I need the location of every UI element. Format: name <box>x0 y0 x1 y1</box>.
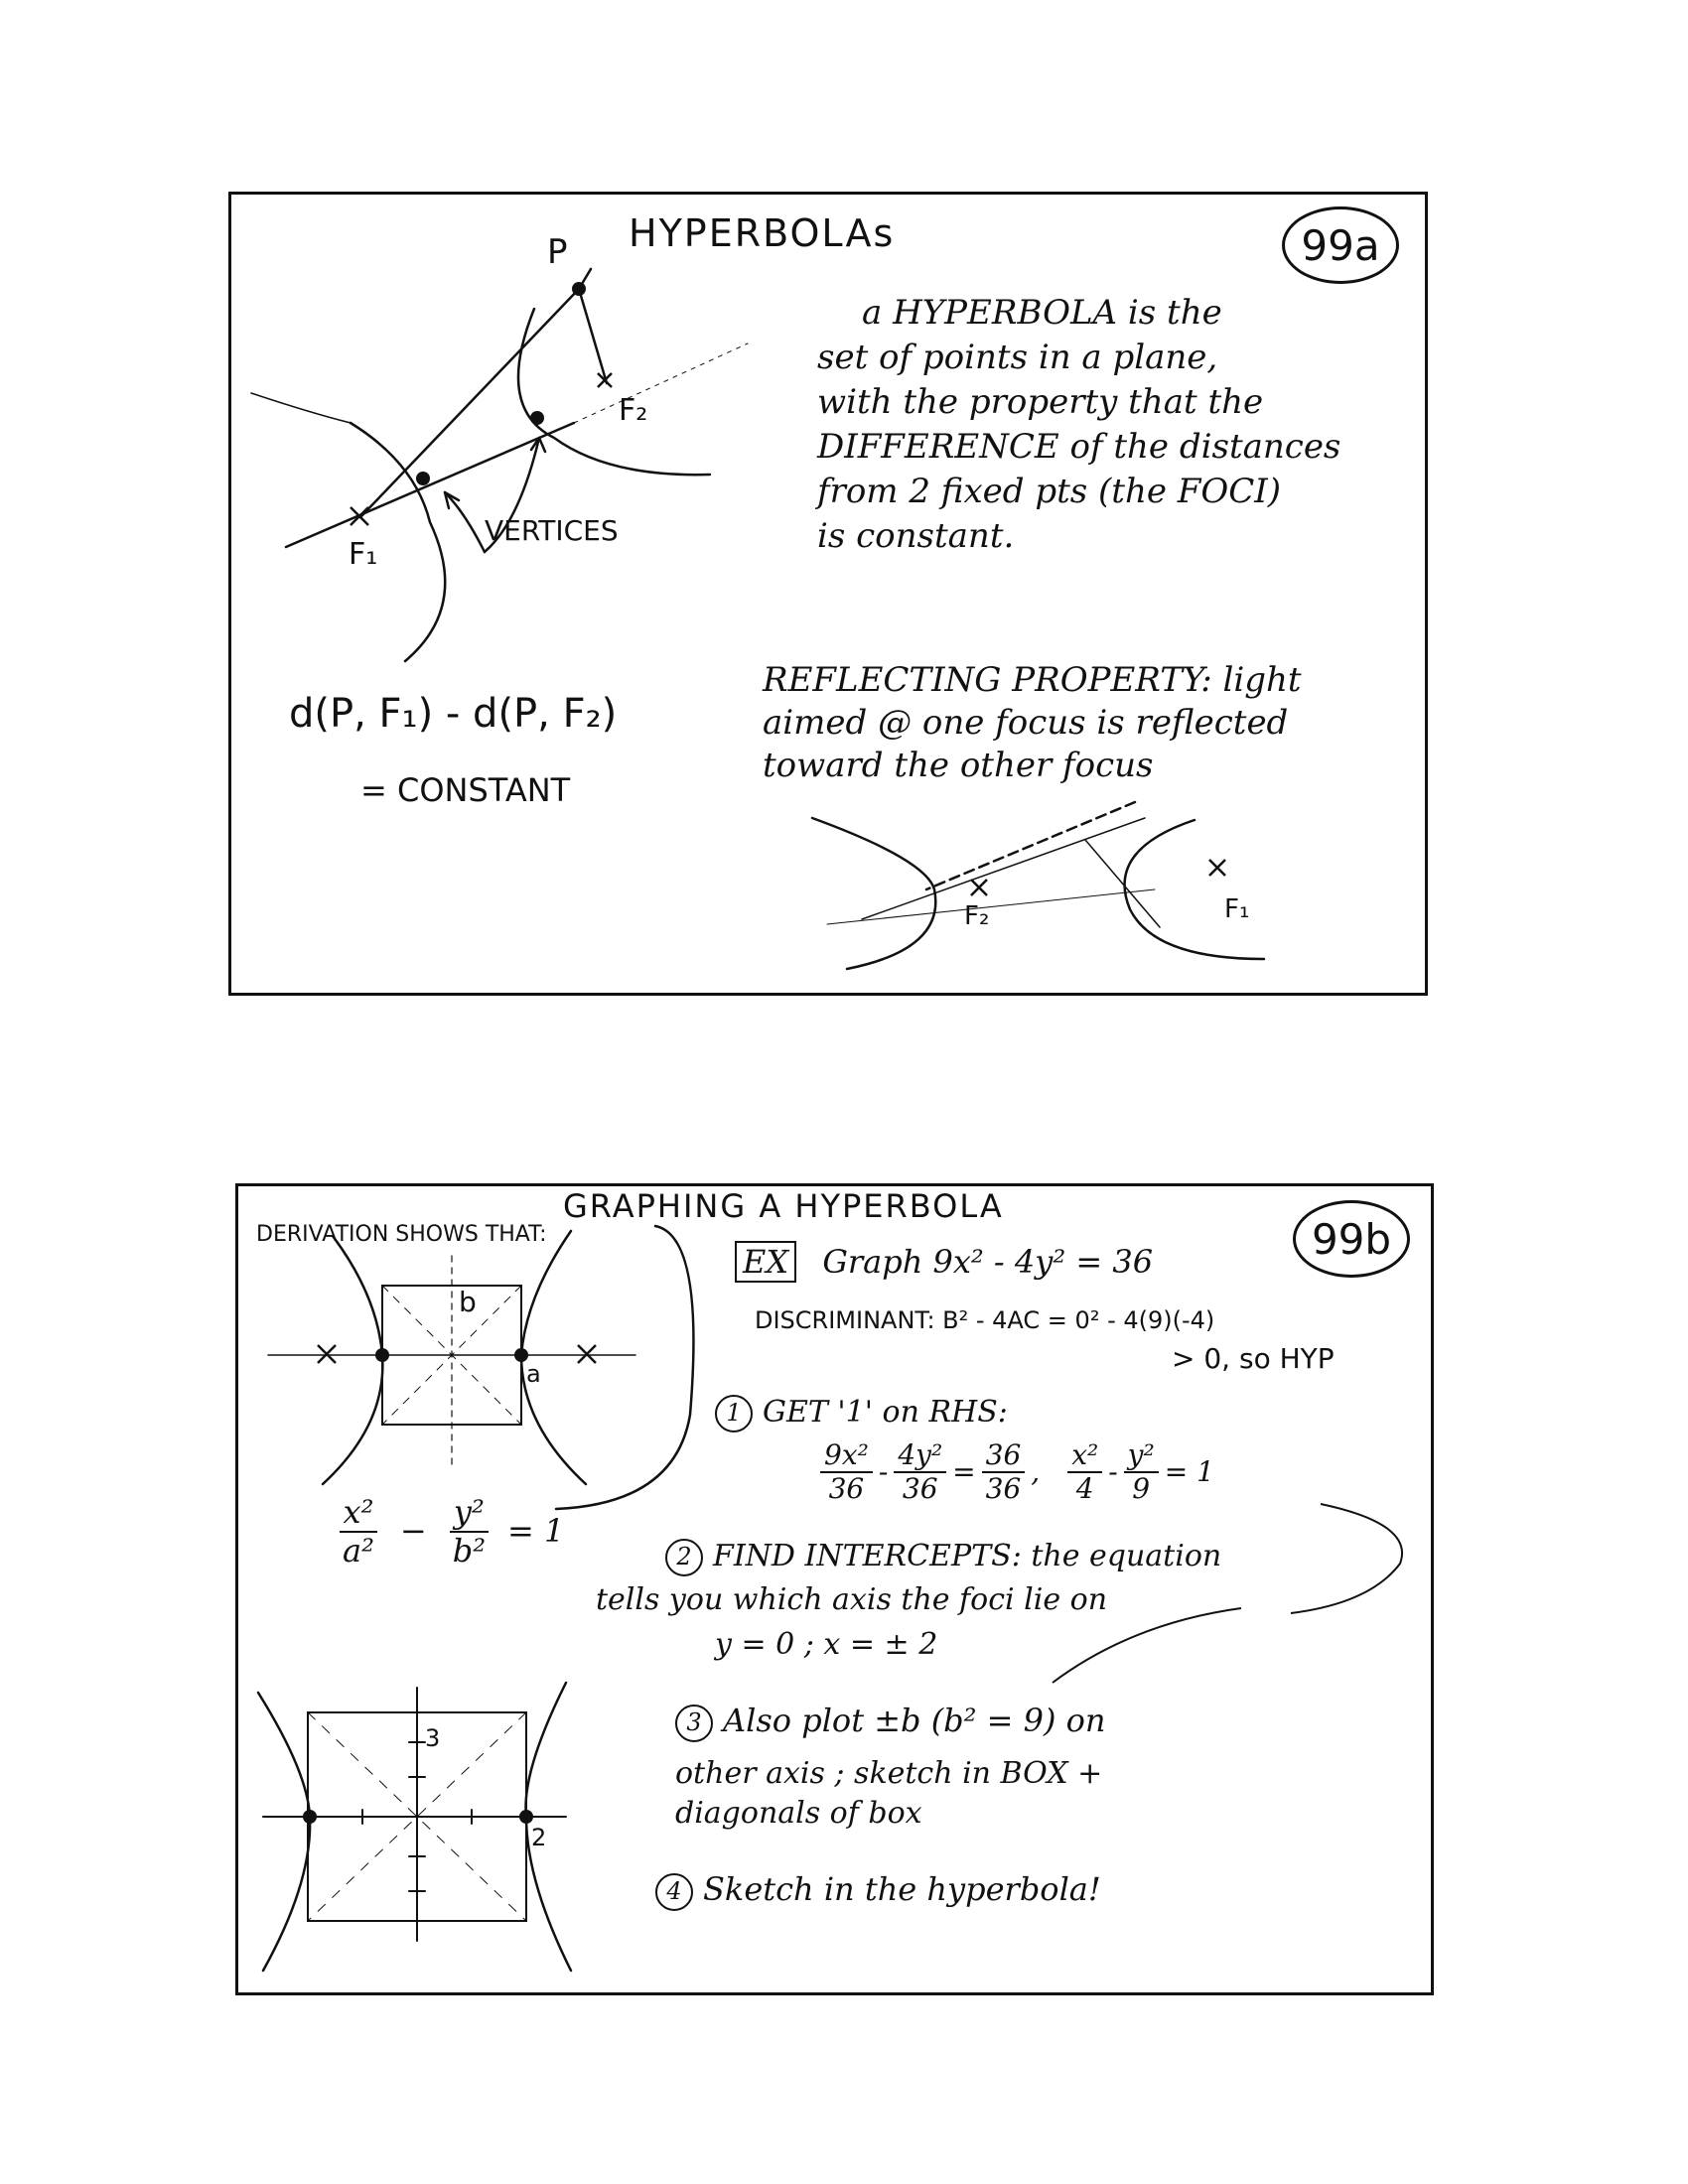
step-2-number: 2 <box>665 1539 703 1576</box>
label-three: 3 <box>425 1724 441 1752</box>
step-3-number: 3 <box>675 1705 713 1742</box>
ex-graph: Graph 9x² - 4y² = 36 <box>822 1243 1154 1281</box>
definition-line: a HYPERBOLA is the <box>862 293 1222 333</box>
reflecting-property <box>763 661 1302 785</box>
vertex-arrow-1 <box>445 492 485 552</box>
step-1-equation: $\frac{\text{9x²}}{36}$ - $\frac{\text{4y²}}{36}$ = $\frac{36}{36}$ , $\frac{\text{x²}}{4}$ - $\frac{\text{y²}}{9}$ = 1 <box>814 1439 1214 1505</box>
left-branch-upper <box>251 393 351 423</box>
reflect-sketch <box>812 802 1264 969</box>
card-b-badge: 99b <box>1293 1200 1410 1278</box>
label-f2: F₂ <box>619 393 648 428</box>
reflect-f1-mark <box>1209 860 1225 876</box>
step-3-line-3: diagonals of box <box>675 1796 922 1831</box>
label-f1: F₁ <box>349 537 378 572</box>
step-4 <box>655 1871 1101 1911</box>
sf-x-den: a² <box>343 1531 374 1570</box>
deriv-focus-left <box>318 1345 336 1363</box>
sf-y-den: b² <box>452 1531 487 1570</box>
step-1-number: 1 <box>715 1395 753 1433</box>
ex-vertex-left <box>303 1810 317 1824</box>
derivation-label: DERIVATION SHOWS THAT: <box>256 1222 547 1247</box>
label-a: a <box>526 1360 541 1388</box>
step-3 <box>675 1703 1106 1742</box>
ex-tag: EX <box>735 1241 796 1283</box>
label-p: P <box>547 232 568 272</box>
card-a-title: HYPERBOLAs <box>629 211 896 255</box>
reflecting-line: toward the other focus <box>763 746 1154 786</box>
definition-line: with the property that the <box>817 382 1264 423</box>
sf-x-num: x² <box>340 1494 378 1533</box>
deriv-vertex-left <box>375 1348 389 1362</box>
sf-rhs: = 1 <box>507 1512 565 1551</box>
card-99a <box>228 192 1428 996</box>
derivation-sketch <box>268 1226 693 1509</box>
step-4-text: Sketch in the hyperbola! <box>703 1870 1101 1908</box>
step-2-text: FIND INTERCEPTS: the equation <box>713 1539 1222 1573</box>
definition-line: set of points in a plane, <box>817 338 1218 378</box>
step-1-text: GET '1' on RHS: <box>763 1395 1008 1430</box>
example-line <box>735 1244 1153 1281</box>
step-3-line-2: other axis ; sketch in BOX + <box>675 1756 1103 1791</box>
focus-f1-mark <box>351 507 368 525</box>
sf-y-num: y² <box>450 1494 489 1533</box>
definition-line: is constant. <box>817 516 1015 557</box>
vertex-1 <box>416 472 430 485</box>
distance-formula: d(P, F₁) - d(P, F₂) <box>289 691 618 737</box>
label-vertices: VERTICES <box>485 514 619 547</box>
line-p-f2 <box>579 289 607 383</box>
right-branch <box>518 309 710 475</box>
card-a-badge: 99a <box>1282 206 1399 284</box>
deriv-focus-right <box>578 1345 596 1363</box>
equals-constant: = CONSTANT <box>360 771 571 809</box>
step-2 <box>665 1539 1221 1576</box>
line-p-f1 <box>360 289 579 517</box>
step-2-note: tells you which axis the foci lie on <box>596 1582 1108 1617</box>
sf-minus: − <box>399 1512 427 1551</box>
step-2-values: y = 0 ; x = ± 2 <box>715 1627 938 1662</box>
discriminant-result: > 0, so HYP <box>1172 1342 1335 1375</box>
step-4-number: 4 <box>655 1873 693 1911</box>
point-p <box>572 282 586 296</box>
reflect-f2-mark <box>971 880 987 895</box>
card-b-title: GRAPHING A HYPERBOLA <box>563 1187 1004 1225</box>
step-3-text: Also plot ±b (b² = 9) on <box>723 1702 1106 1739</box>
label-x-right <box>578 1331 579 1332</box>
ex-vertex-right <box>519 1810 533 1824</box>
discriminant: DISCRIMINANT: B² - 4AC = 0² - 4(9)(-4) <box>755 1306 1215 1334</box>
reflect-label-f1: F₁ <box>1224 894 1250 924</box>
reflecting-line: aimed @ one focus is reflected <box>763 703 1289 744</box>
label-two: 2 <box>531 1824 547 1851</box>
example-graph-sketch <box>258 1683 571 1971</box>
vertex-2 <box>530 411 544 425</box>
definition-text <box>817 294 1340 557</box>
label-x-left <box>318 1331 319 1332</box>
card-99b <box>235 1183 1434 1995</box>
standard-form <box>333 1494 564 1570</box>
step-1 <box>715 1395 1008 1433</box>
reflecting-line: REFLECTING PROPERTY: light <box>763 660 1302 700</box>
label-b: b <box>459 1286 477 1318</box>
definition-line: from 2 fixed pts (the FOCI) <box>817 472 1281 512</box>
definition-line: DIFFERENCE of the distances <box>817 427 1341 468</box>
reflect-label-f2: F₂ <box>964 901 990 931</box>
